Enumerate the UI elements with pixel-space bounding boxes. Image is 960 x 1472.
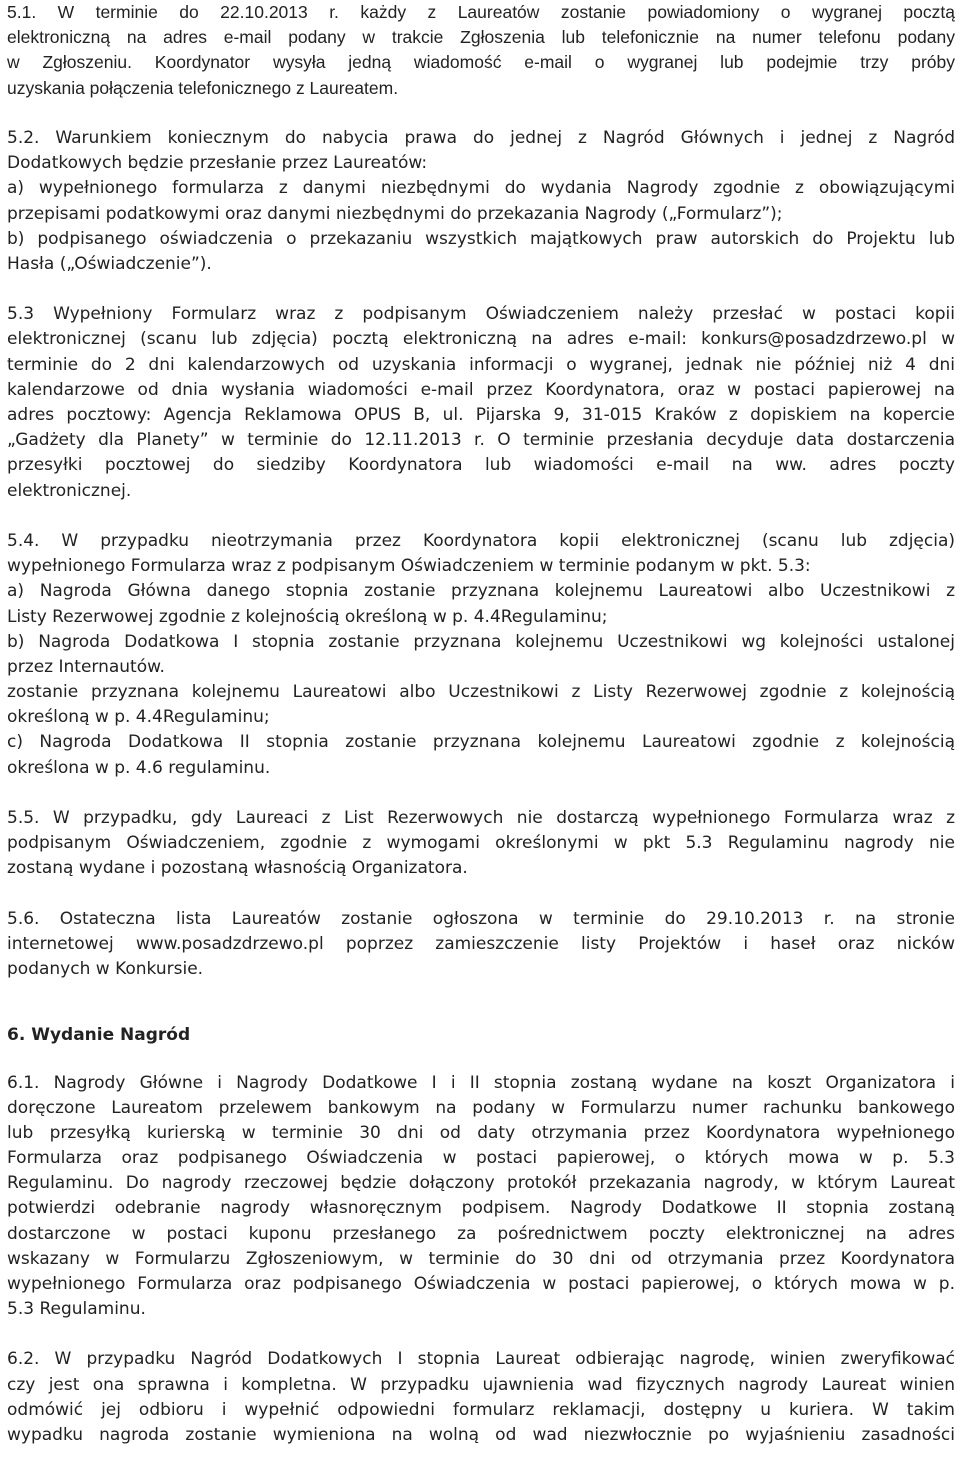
text-line: wskazany w Formularzu Zgłoszeniowym, w terminie do 30 dni od otrzymania przez Koordynatora: [7, 1248, 955, 1269]
text-line: uzyskania połączenia telefonicznego z Laureatem.: [7, 77, 399, 98]
text-line: 5.3 Wypełniony Formularz wraz z podpisanym Oświadczeniem należy przesłać w postaci kopii: [7, 304, 955, 325]
spacer: [7, 781, 955, 806]
text-line: 6.2. W przypadku Nagród Dodatkowych I stopnia Laureat odbierając nagrodę, winien zweryfikować: [7, 1349, 955, 1370]
text-line: elektronicznej (scanu lub zdjęcia) pocztą elektroniczną na adres e-mail: konkurs@posadzdrzewo.pl w: [7, 329, 955, 350]
spacer: [7, 277, 955, 302]
text-line: „Gadżety dla Planety” w terminie do 12.11.2013 r. O terminie przesłania decyduje data dostarczenia: [7, 430, 955, 451]
text-line: b) podpisanego oświadczenia o przekazaniu wszystkich majątkowych praw autorskich do Projektu lub: [7, 228, 955, 249]
spacer: [7, 1322, 955, 1347]
text-line: zostanie przyznana kolejnemu Laureatowi albo Uczestnikowi z Listy Rezerwowej zgodnie z kolejnością: [7, 682, 955, 703]
paragraph-5-2: [7, 126, 955, 277]
text-line: określoną w p. 4.4Regulaminu;: [7, 707, 270, 728]
text-line: 5.3 Regulaminu.: [7, 1299, 146, 1320]
paragraph-6-1: [7, 1071, 955, 1323]
text-line: c) Nagroda Dodatkowa II stopnia zostanie przyznana kolejnemu Laureatowi zgodnie z kolejnością: [7, 732, 955, 753]
spacer: [7, 982, 955, 1023]
text-line: elektroniczną na adres e-mail podany w trakcie Zgłoszenia lub telefonicznie na numer telefonu podany: [7, 27, 955, 48]
text-line: wypełnionego Formularza wraz z podpisanym Oświadczeniem w terminie podanym w pkt. 5.3:: [7, 556, 811, 577]
text-line: 6.1. Nagrody Główne i Nagrody Dodatkowe I i II stopnia zostaną wydane na koszt Organizatora i: [7, 1072, 955, 1093]
text-line: 5.4. W przypadku nieotrzymania przez Koordynatora kopii elektronicznej (scanu lub zdjęcia): [7, 530, 955, 551]
text-line: internetowej www.posadzdrzewo.pl poprzez zamieszczenie listy Projektów i haseł oraz nicków: [7, 933, 955, 954]
text-line: przez Internautów.: [7, 656, 165, 677]
spacer: [7, 504, 955, 529]
text-line: terminie do 2 dni kalendarzowych od uzyskania informacji o wygranej, jednak nie później niż 4 dni: [7, 354, 955, 375]
text-line: Listy Rezerwowej zgodnie z kolejnością określoną w p. 4.4Regulaminu;: [7, 606, 608, 627]
text-line: zostaną wydane i pozostaną własnością Organizatora.: [7, 858, 468, 879]
spacer: [7, 101, 955, 126]
text-line: a) wypełnionego formularza z danymi niezbędnymi do wydania Nagrody zgodnie z obowiązującymi: [7, 178, 955, 199]
text-line: b) Nagroda Dodatkowa I stopnia zostanie przyznana kolejnemu Uczestnikowi wg kolejności ustalonej: [7, 631, 955, 652]
text-line: kalendarzowe od dnia wysłania wiadomości e-mail przez Koordynatora, oraz w postaci papierowej na: [7, 379, 955, 400]
text-line: adres pocztowy: Agencja Reklamowa OPUS B, ul. Pijarska 9, 31-015 Kraków z dopiskiem na kopercie: [7, 405, 955, 425]
text-line: czy jest ona sprawna i kompletna. W przypadku ujawnienia wad fizycznych nagrody Laureat winien: [7, 1374, 955, 1395]
text-line: Regulaminu. Do nagrody rzeczowej będzie dołączony protokół przekazania nagrody, w którym Laureat: [7, 1173, 955, 1194]
paragraph-6-2: [7, 1347, 955, 1448]
text-line: dostarczone w postaci kuponu przesłanego za pośrednictwem poczty elektronicznej na adres: [7, 1223, 955, 1244]
section-heading: [7, 1023, 955, 1048]
text-line: 5.5. W przypadku, gdy Laureaci z List Rezerwowych nie dostarczą wypełnionego Formularza wraz z: [7, 808, 955, 828]
heading-text: 6. Wydanie Nagród: [7, 1025, 191, 1046]
text-line: odmówić jej odbioru i wypełnić odpowiedni formularz reklamacji, dostępny u kuriera. W takim: [7, 1399, 955, 1420]
text-line: 5.6. Ostateczna lista Laureatów zostanie ogłoszona w terminie do 29.10.2013 r. na stronie: [7, 908, 955, 929]
paragraph-5-1: [7, 0, 955, 101]
paragraph-5-6: [7, 907, 955, 983]
text-line: wypełnionego Formularza oraz podpisanego Oświadczenia w postaci papierowej, o których mowa w p.: [7, 1274, 955, 1294]
paragraph-5-5: [7, 806, 955, 882]
text-line: a) Nagroda Główna danego stopnia zostanie przyznana kolejnemu Laureatowi albo Uczestnikowi z: [7, 581, 955, 602]
text-line: 5.2. Warunkiem koniecznym do nabycia prawa do jednej z Nagród Głównych i jednej z Nagród: [7, 127, 955, 148]
spacer: [7, 882, 955, 907]
text-line: w Zgłoszeniu. Koordynator wysyła jedną wiadomość e-mail o wygranej lub podejmie trzy próby: [7, 52, 955, 73]
text-line: przepisami podatkowymi oraz danymi niezbędnymi do przekazania Nagrody („Formularz”);: [7, 203, 783, 224]
text-line: Hasła („Oświadczenie”).: [7, 253, 212, 274]
text-line: przesyłki pocztowej do siedziby Koordynatora lub wiadomości e-mail na ww. adres poczty: [7, 455, 955, 476]
text-line: Formularza oraz podpisanego Oświadczenia w postaci papierowej, o których mowa w p. 5.3: [7, 1148, 955, 1169]
text-line: doręczone Laureatom przelewem bankowym na podany w Formularzu numer rachunku bankowego: [7, 1097, 955, 1118]
text-line: określona w p. 4.6 regulaminu.: [7, 757, 271, 778]
document-page: [7, 0, 955, 1448]
text-line: wypadku nagroda zostanie wymieniona na wolną od wad niezwłocznie po wyjaśnieniu zasadności: [7, 1424, 955, 1445]
text-line: podpisanym Oświadczeniem, zgodnie z wymogami określonymi w pkt 5.3 Regulaminu nagrody nie: [7, 833, 955, 854]
text-line: elektronicznej.: [7, 480, 132, 501]
text-line: lub przesyłką kurierską w terminie 30 dni od daty otrzymania przez Koordynatora wypełnionego: [7, 1122, 955, 1143]
text-line: podanych w Konkursie.: [7, 959, 204, 980]
spacer: [7, 1049, 955, 1071]
paragraph-5-4: [7, 529, 955, 781]
text-line: Dodatkowych będzie przesłanie przez Laureatów:: [7, 153, 428, 174]
text-line: 5.1. W terminie do 22.10.2013 r. każdy z Laureatów zostanie powiadomiony o wygranej pocztą: [7, 2, 955, 22]
paragraph-5-3: [7, 302, 955, 504]
text-line: potwierdzi odebranie nagrody własnoręcznym podpisem. Nagrody Dodatkowe II stopnia zostaną: [7, 1198, 955, 1219]
